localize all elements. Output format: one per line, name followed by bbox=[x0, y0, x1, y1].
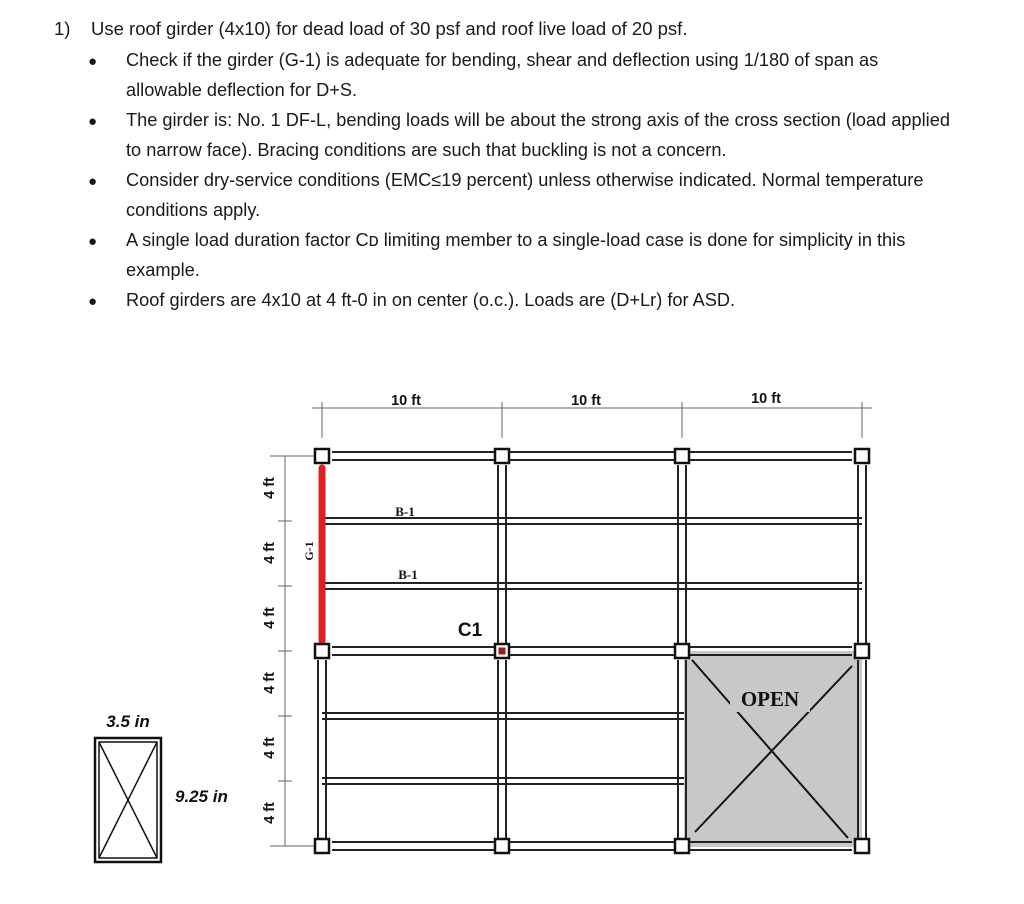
bay-span-1: 10 ft bbox=[391, 393, 421, 409]
girder-label: G-1 bbox=[302, 541, 316, 561]
row-spacing-2: 4 ft bbox=[262, 542, 278, 564]
row-spacing-6: 4 ft bbox=[262, 802, 278, 824]
row-spacing-5: 4 ft bbox=[262, 737, 278, 759]
bullet-text-5: Roof girders are 4x10 at 4 ft-0 in on center (o.c.). Loads are (D+Lr) for ASD. bbox=[126, 290, 736, 310]
open-label: OPEN bbox=[740, 687, 800, 711]
beam-label-2: B-1 bbox=[398, 567, 418, 582]
bullet-dot: ● bbox=[88, 233, 98, 250]
bullet-text-4: A single load duration factor Cᴅ limiting member to a single-load case is done for simplicity in this example. bbox=[126, 230, 906, 280]
left-dimension-line bbox=[270, 456, 318, 846]
question-title: Use roof girder (4x10) for dead load of 30 psf and roof live load of 20 psf. bbox=[91, 18, 688, 39]
row-spacing-1: 4 ft bbox=[262, 477, 278, 499]
bullet-dot: ● bbox=[88, 113, 98, 130]
bullet-text-2: The girder is: No. 1 DF-L, bending loads will be about the strong axis of the cross section (load applied to narrow face). Bracing conditions are such that buckling is not a concern. bbox=[126, 110, 950, 160]
beam-label-1: B-1 bbox=[395, 504, 415, 519]
bullet-dot: ● bbox=[88, 173, 98, 190]
column-c1-fill bbox=[499, 648, 506, 655]
bullet-dot: ● bbox=[88, 53, 98, 70]
bay-span-3: 10 ft bbox=[751, 391, 781, 407]
row-spacing-3: 4 ft bbox=[262, 607, 278, 629]
bullet-text-3: Consider dry-service conditions (EMC≤19 percent) unless otherwise indicated. Normal temperature conditions apply. bbox=[126, 170, 924, 220]
section-depth-label: 9.25 in bbox=[175, 787, 228, 806]
section-width-label: 3.5 in bbox=[106, 712, 150, 731]
question-number: 1) bbox=[54, 18, 71, 39]
bullet-text-1: Check if the girder (G-1) is adequate for bending, shear and deflection using 1/180 of span as allowable deflection for D+S. bbox=[126, 50, 879, 100]
bullet-dot: ● bbox=[88, 293, 98, 310]
column-label: C1 bbox=[457, 620, 483, 641]
row-spacing-4: 4 ft bbox=[262, 672, 278, 694]
bay-span-2: 10 ft bbox=[571, 393, 601, 409]
